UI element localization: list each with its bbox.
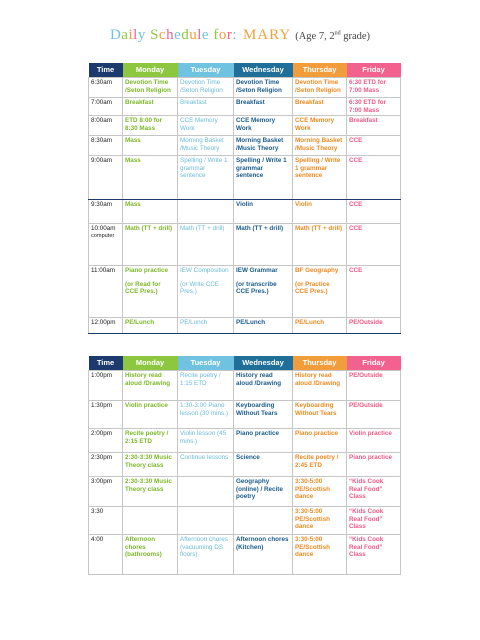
title-letter: a xyxy=(121,27,129,43)
column-header-friday: Friday xyxy=(347,63,401,78)
friday-cell xyxy=(347,453,401,477)
time-label: 1:00pm xyxy=(91,372,113,379)
activity-text: Science xyxy=(236,454,260,461)
wednesday-cell xyxy=(234,224,293,266)
activity-text: Violin practice xyxy=(125,402,168,409)
title-letter: l xyxy=(197,27,202,43)
time-cell xyxy=(89,136,123,156)
time-cell xyxy=(89,78,123,98)
column-header-friday: Friday xyxy=(347,356,401,371)
activity-text: Devotion Time /Seton Religion xyxy=(125,79,171,94)
activity-text: 3:30-5:00 PE/Scottish dance xyxy=(295,508,330,531)
activity-text: Piano practice xyxy=(349,454,393,461)
schedule-table-afternoon xyxy=(88,356,401,575)
page-title xyxy=(0,26,480,44)
activity-text: CCE xyxy=(349,201,363,209)
friday-cell xyxy=(347,224,401,266)
thursday-cell xyxy=(293,200,347,224)
monday-cell xyxy=(123,116,178,136)
schedule-row xyxy=(89,318,401,334)
time-cell xyxy=(89,156,123,200)
time-label: 2:30pm xyxy=(91,454,113,461)
activity-text: Geography (online) / Recite poetry xyxy=(236,478,283,501)
activity-alternate-text: (or Practice CCE Pres.) xyxy=(295,280,330,296)
activity-text: IEW Composition xyxy=(180,267,229,275)
activity-text: 3:30-5:00 PE/Scottish dance xyxy=(295,536,330,559)
thursday-cell xyxy=(293,318,347,334)
activity-text: Violin lesson (45 mins.) xyxy=(180,430,227,445)
friday-cell xyxy=(347,266,401,318)
time-label: 9:00am xyxy=(91,157,113,165)
wednesday-cell xyxy=(234,318,293,334)
thursday-cell xyxy=(293,453,347,477)
activity-text: Recite poetry / 2:45 ETD xyxy=(295,454,339,469)
tuesday-cell xyxy=(178,507,234,535)
monday-cell xyxy=(123,200,178,224)
column-header-thursday: Thursday xyxy=(293,63,347,78)
activity-text: Recite poetry / 1:15 ETD xyxy=(180,372,221,387)
monday-cell xyxy=(123,266,178,318)
activity-text: Keyboarding Without Tears xyxy=(236,402,278,417)
activity-text: Morning Basket /Music Theory xyxy=(180,137,224,152)
schedule-row xyxy=(89,98,401,116)
title-letter: d xyxy=(181,27,190,43)
tuesday-cell xyxy=(178,535,234,575)
friday-cell xyxy=(347,98,401,116)
activity-text: Keyboarding Without Tears xyxy=(295,402,337,417)
tuesday-cell xyxy=(178,266,234,318)
tuesday-cell xyxy=(178,401,234,429)
activity-text: Piano practice xyxy=(125,267,169,275)
column-header-tuesday: Tuesday xyxy=(178,356,234,371)
title-letter: f xyxy=(213,27,219,43)
thursday-cell xyxy=(293,266,347,318)
friday-cell xyxy=(347,318,401,334)
schedule-row xyxy=(89,429,401,453)
activity-text: Continue lessons xyxy=(180,454,229,461)
time-label: 9:30am xyxy=(91,201,113,209)
friday-cell xyxy=(347,78,401,98)
time-label: 11:00am xyxy=(91,267,116,275)
tuesday-cell xyxy=(178,156,234,200)
monday-cell xyxy=(123,453,178,477)
title-letter: c xyxy=(158,27,167,43)
title-letter: : xyxy=(232,27,238,43)
monday-cell xyxy=(123,507,178,535)
title-letter: u xyxy=(189,27,198,43)
title-letter: i xyxy=(128,27,134,43)
time-label: 4:00 xyxy=(91,536,104,543)
age-grade: grade) xyxy=(340,31,371,42)
activity-text: PE/Outside xyxy=(349,402,383,409)
activity-text: 6:30 ETD for 7:00 Mass xyxy=(349,79,387,94)
title-letter: S xyxy=(150,27,159,43)
time-label: 8:30am xyxy=(91,137,113,145)
activity-text: Spelling / Write 1 grammar sentence xyxy=(236,157,287,180)
activity-text: Afternoon chores (Kitchen) xyxy=(236,536,289,551)
schedule-row xyxy=(89,266,401,318)
activity-text: “Kids Cook Real Food” Class xyxy=(349,508,384,531)
activity-text: Breakfast xyxy=(295,99,324,106)
activity-alternate-text: (or transcribe CCE Pres.) xyxy=(236,280,277,296)
activity-text: Devotion Time /Seton Religion xyxy=(236,79,282,94)
activity-text: Devotion Time /Seton Religion xyxy=(295,79,341,94)
activity-text: Math (TT + drill) xyxy=(236,225,284,233)
time-cell xyxy=(89,318,123,334)
activity-text: BF Geography xyxy=(295,267,339,275)
activity-text: 1:30-3:00 Piano lesson (30 mins.) xyxy=(180,402,228,417)
schedule-row xyxy=(89,507,401,535)
time-cell xyxy=(89,507,123,535)
friday-cell xyxy=(347,507,401,535)
activity-text: History read aloud /Drawing xyxy=(125,372,171,387)
activity-text: CCE xyxy=(349,157,363,165)
activity-text: 3:30-5:00 PE/Scottish dance xyxy=(295,478,330,501)
title-letter: e xyxy=(201,27,210,43)
monday-cell xyxy=(123,78,178,98)
activity-text: CCE Memory Work xyxy=(295,117,335,132)
activity-text: IEW Grammar xyxy=(236,267,278,275)
title-letter: y xyxy=(137,27,146,43)
activity-text: PE/Lunch xyxy=(236,319,266,327)
title-letter: o xyxy=(218,27,227,43)
column-header-thursday: Thursday xyxy=(293,356,347,371)
activity-text: Breakfast xyxy=(236,99,265,106)
title-letter: r xyxy=(226,27,233,43)
wednesday-cell xyxy=(234,266,293,318)
schedule-row xyxy=(89,224,401,266)
activity-text: CCE xyxy=(349,267,363,275)
friday-cell xyxy=(347,371,401,401)
time-cell xyxy=(89,200,123,224)
activity-text: 6:30 ETD for 7:00 Mass xyxy=(349,99,387,114)
header-row xyxy=(89,356,401,371)
activity-alternate-text: (or Write CCE Pres.) xyxy=(180,280,220,296)
thursday-cell xyxy=(293,429,347,453)
time-cell xyxy=(89,116,123,136)
tuesday-cell xyxy=(178,116,234,136)
friday-cell xyxy=(347,156,401,200)
time-cell xyxy=(89,266,123,318)
title-letter: D xyxy=(109,27,122,43)
time-sublabel: computer xyxy=(91,232,115,239)
activity-text: History read aloud /Drawing xyxy=(295,372,341,387)
tuesday-cell xyxy=(178,477,234,507)
time-label: 10:00am xyxy=(91,225,116,233)
wednesday-cell xyxy=(234,78,293,98)
thursday-cell xyxy=(293,98,347,116)
monday-cell xyxy=(123,98,178,116)
activity-text: Breakfast xyxy=(180,99,207,106)
activity-text: Piano practice xyxy=(236,430,280,437)
student-age xyxy=(295,31,370,42)
wednesday-cell xyxy=(234,98,293,116)
activity-text: Mass xyxy=(125,137,141,145)
wednesday-cell xyxy=(234,453,293,477)
time-cell xyxy=(89,401,123,429)
schedule-row xyxy=(89,401,401,429)
column-header-time: Time xyxy=(89,63,123,78)
thursday-cell xyxy=(293,116,347,136)
monday-cell xyxy=(123,156,178,200)
friday-cell xyxy=(347,136,401,156)
activity-text: Recite poetry / 2:15 ETD xyxy=(125,430,169,445)
thursday-cell xyxy=(293,507,347,535)
thursday-cell xyxy=(293,224,347,266)
time-cell xyxy=(89,477,123,507)
activity-text: Breakfast xyxy=(349,117,378,125)
title-letter: h xyxy=(166,27,175,43)
activity-text: Mass xyxy=(125,157,141,165)
monday-cell xyxy=(123,318,178,334)
thursday-cell xyxy=(293,136,347,156)
friday-cell xyxy=(347,535,401,575)
time-cell xyxy=(89,429,123,453)
thursday-cell xyxy=(293,401,347,429)
wednesday-cell xyxy=(234,477,293,507)
activity-text: History read aloud /Drawing xyxy=(236,372,282,387)
schedule-table-morning xyxy=(88,63,401,334)
time-label: 12:00pm xyxy=(91,319,116,327)
age-superscript: nd xyxy=(334,30,341,37)
activity-text: “Kids Cook Real Food” Class xyxy=(349,536,384,559)
column-header-time: Time xyxy=(89,356,123,371)
activity-text: Afternoon chores (vacuuming DS floors) xyxy=(180,536,228,559)
time-label: 3:00pm xyxy=(91,478,113,485)
activity-text: PE/Lunch xyxy=(295,319,325,327)
activity-text: Piano practice xyxy=(295,430,339,437)
time-label: 2:00pm xyxy=(91,430,113,437)
time-label: 1:30pm xyxy=(91,402,113,409)
monday-cell xyxy=(123,224,178,266)
time-label: 8:00am xyxy=(91,117,113,125)
tuesday-cell xyxy=(178,224,234,266)
wednesday-cell xyxy=(234,156,293,200)
activity-text: Devotion Time /Seton Religion xyxy=(180,79,223,94)
activity-text: Mass xyxy=(125,201,141,209)
monday-cell xyxy=(123,477,178,507)
time-label: 3:30 xyxy=(91,508,104,515)
activity-text: PE/Lunch xyxy=(180,319,208,327)
time-label: 7:00am xyxy=(91,99,113,106)
activity-text: Math (TT + drill) xyxy=(180,225,225,233)
schedule-row xyxy=(89,200,401,224)
activity-text: Spelling / Write 1 grammar sentence xyxy=(180,157,228,180)
column-header-wednesday: Wednesday xyxy=(234,63,293,78)
schedule-row xyxy=(89,136,401,156)
schedule-row xyxy=(89,453,401,477)
tuesday-cell xyxy=(178,371,234,401)
activity-text: CCE xyxy=(349,137,363,145)
activity-text: Spelling / Write 1 grammar sentence xyxy=(295,157,341,180)
tuesday-cell xyxy=(178,318,234,334)
activity-text: Morning Basket /Music Theory xyxy=(295,137,343,152)
tuesday-cell xyxy=(178,453,234,477)
friday-cell xyxy=(347,401,401,429)
monday-cell xyxy=(123,401,178,429)
wednesday-cell xyxy=(234,401,293,429)
friday-cell xyxy=(347,200,401,224)
tuesday-cell xyxy=(178,78,234,98)
activity-text: PE/Lunch xyxy=(125,319,155,327)
title-letter: e xyxy=(174,27,182,43)
activity-text: Math (TT + drill) xyxy=(295,225,343,233)
header-row xyxy=(89,63,401,78)
activity-text: Morning Basket /Music Theory xyxy=(236,137,284,152)
activity-alternate-text: (or Read for CCE Pres.) xyxy=(125,280,161,296)
time-cell xyxy=(89,371,123,401)
column-header-tuesday: Tuesday xyxy=(178,63,234,78)
time-cell xyxy=(89,98,123,116)
activity-text: PE/Outside xyxy=(349,372,383,379)
thursday-cell xyxy=(293,78,347,98)
wednesday-cell xyxy=(234,200,293,224)
schedule-row xyxy=(89,477,401,507)
tuesday-cell xyxy=(178,200,234,224)
time-cell xyxy=(89,224,123,266)
activity-text: ETD 8:00 for 8:30 Mass xyxy=(125,117,163,132)
time-label: 6:30am xyxy=(91,79,113,86)
activity-text: Breakfast xyxy=(125,99,154,106)
activity-text: Afternoon chores (bathrooms) xyxy=(125,536,162,559)
schedule-row xyxy=(89,116,401,136)
column-header-monday: Monday xyxy=(123,356,178,371)
thursday-cell xyxy=(293,535,347,575)
wednesday-cell xyxy=(234,116,293,136)
schedule-row xyxy=(89,156,401,200)
tuesday-cell xyxy=(178,98,234,116)
activity-text: Violin xyxy=(295,201,313,209)
schedule-row xyxy=(89,371,401,401)
activity-text: Violin xyxy=(236,201,254,209)
activity-text: “Kids Cook Real Food” Class xyxy=(349,478,384,501)
wednesday-cell xyxy=(234,136,293,156)
age-text: (Age 7, 2 xyxy=(295,31,335,42)
activity-text: CCE Memory Work xyxy=(180,117,218,132)
thursday-cell xyxy=(293,371,347,401)
tuesday-cell xyxy=(178,136,234,156)
activity-text: PE/Outside xyxy=(349,319,383,327)
activity-text: CCE Memory Work xyxy=(236,117,276,132)
wednesday-cell xyxy=(234,535,293,575)
time-cell xyxy=(89,453,123,477)
column-header-wednesday: Wednesday xyxy=(234,356,293,371)
time-cell xyxy=(89,535,123,575)
monday-cell xyxy=(123,429,178,453)
activity-text: 2:30-3:30 Music Theory class xyxy=(125,454,172,469)
title-label xyxy=(110,27,237,43)
monday-cell xyxy=(123,535,178,575)
friday-cell xyxy=(347,116,401,136)
monday-cell xyxy=(123,136,178,156)
activity-text: 2:30-3:30 Music Theory class xyxy=(125,478,172,493)
title-letter: l xyxy=(133,27,138,43)
wednesday-cell xyxy=(234,371,293,401)
monday-cell xyxy=(123,371,178,401)
friday-cell xyxy=(347,477,401,507)
student-name: MARY xyxy=(243,27,292,43)
wednesday-cell xyxy=(234,429,293,453)
activity-text: Violin practice xyxy=(349,430,392,437)
thursday-cell xyxy=(293,477,347,507)
tuesday-cell xyxy=(178,429,234,453)
column-header-monday: Monday xyxy=(123,63,178,78)
schedule-row xyxy=(89,78,401,98)
wednesday-cell xyxy=(234,507,293,535)
friday-cell xyxy=(347,429,401,453)
activity-text: CCE xyxy=(349,225,363,233)
thursday-cell xyxy=(293,156,347,200)
activity-text: Math (TT + drill) xyxy=(125,225,173,233)
schedule-row xyxy=(89,535,401,575)
